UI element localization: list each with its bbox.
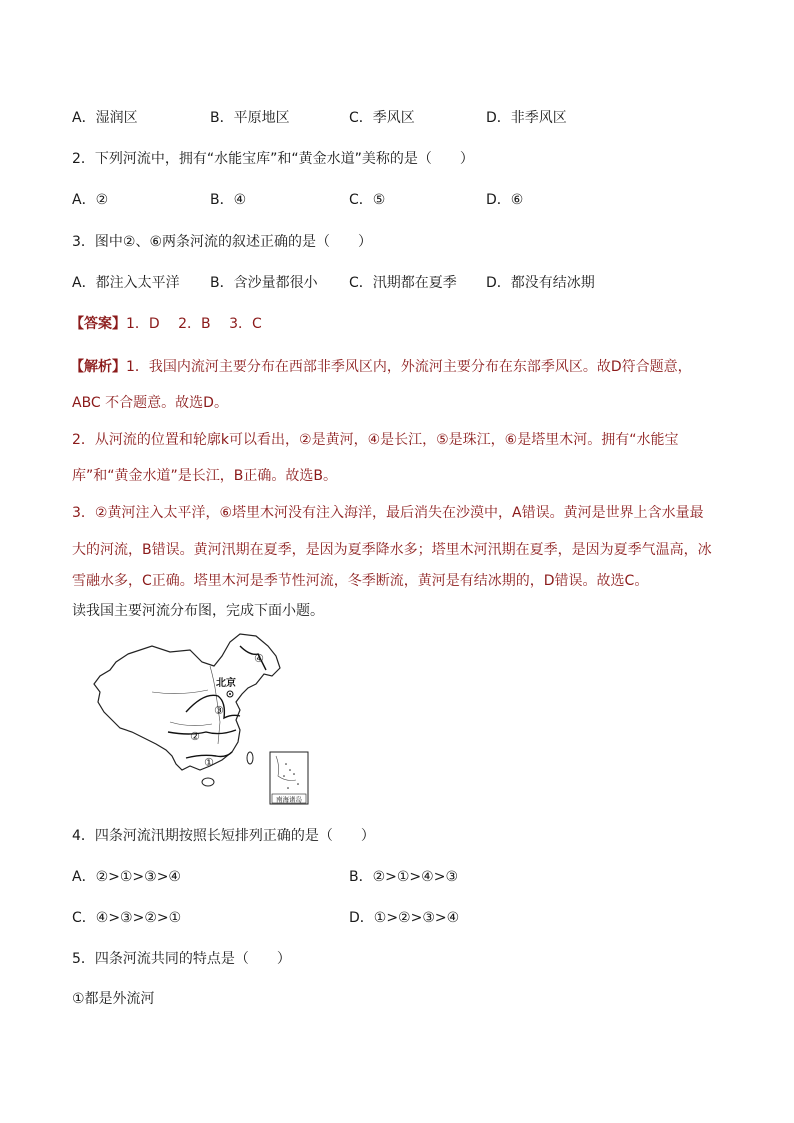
taiwan-island bbox=[247, 752, 253, 764]
q2-option-d: D．⑥ bbox=[486, 192, 524, 208]
q2-option-b: B．④ bbox=[210, 192, 247, 208]
beijing-label: 北京 bbox=[216, 678, 236, 689]
q1-option-c: C．季风区 bbox=[349, 110, 415, 126]
q5-stem: 5．四条河流共同的特点是（ ） bbox=[72, 951, 291, 967]
analysis-text-1: 1．我国内流河主要分布在西部非季风区内，外流河主要分布在东部季风区。故D符合题意， bbox=[126, 359, 692, 375]
analysis-line-1 bbox=[70, 357, 692, 377]
analysis-line-5: 3．②黄河注入太平洋，⑥塔里木河没有注入海洋，最后消失在沙漠中，A错误。黄河是世界上含水量最 bbox=[72, 505, 704, 521]
q2-option-c: C．⑤ bbox=[349, 192, 386, 208]
china-river-map bbox=[90, 632, 312, 808]
q4-stem: 4．四条河流汛期按照长短排列正确的是（ ） bbox=[72, 828, 375, 844]
analysis-line-2: ABC 不合题意。故选D。 bbox=[72, 395, 228, 411]
q1-option-b: B．平原地区 bbox=[210, 110, 290, 126]
inset-label: 南海诸岛 bbox=[276, 795, 302, 804]
analysis-label: 【解析】 bbox=[70, 359, 126, 375]
analysis-line-7: 雪融水多，C正确。塔里木河是季节性河流，冬季断流，黄河是有结冰期的，D错误。故选C。 bbox=[72, 573, 649, 589]
q3-option-d: D．都没有结冰期 bbox=[486, 275, 595, 291]
q1-option-d: D．非季风区 bbox=[486, 110, 567, 126]
q3-option-c: C．汛期都在夏季 bbox=[349, 275, 457, 291]
q2-stem: 2．下列河流中，拥有“水能宝库”和“黄金水道”美称的是（ ） bbox=[72, 151, 474, 167]
analysis-line-3: 2．从河流的位置和轮廓k可以看出，②是黄河，④是长江，⑤是珠江，⑥是塔里木河。拥有“水能宝 bbox=[72, 432, 679, 448]
q2-option-a: A．② bbox=[72, 192, 109, 208]
answer-line bbox=[70, 314, 262, 334]
q3-option-b: B．含沙量都很小 bbox=[210, 275, 318, 291]
hainan-island bbox=[202, 778, 214, 786]
q4-option-c: C．④>③>②>① bbox=[72, 910, 182, 926]
river-3 bbox=[186, 695, 240, 718]
answer-text: 1．D 2．B 3．C bbox=[126, 316, 262, 332]
marker-1: ① bbox=[204, 756, 214, 769]
q4-option-d: D．①>②>③>④ bbox=[349, 910, 460, 926]
river-2 bbox=[168, 730, 236, 734]
q4-option-a: A．②>①>③>④ bbox=[72, 869, 181, 885]
q5-item-1: ①都是外流河 bbox=[72, 991, 155, 1007]
marker-3: ③ bbox=[214, 704, 224, 717]
answer-label: 【答案】 bbox=[70, 316, 126, 332]
q3-stem: 3．图中②、⑥两条河流的叙述正确的是（ ） bbox=[72, 234, 373, 250]
analysis-line-6: 大的河流，B错误。黄河汛期在夏季，是因为夏季降水多；塔里木河汛期在夏季，是因为夏季气温高，冰 bbox=[72, 542, 712, 558]
marker-4: ④ bbox=[254, 652, 264, 665]
q1-option-a: A．湿润区 bbox=[72, 110, 138, 126]
analysis-line-4: 库”和“黄金水道”是长江，B正确。故选B。 bbox=[72, 468, 337, 484]
map-intro: 读我国主要河流分布图，完成下面小题。 bbox=[72, 603, 324, 619]
q4-option-b: B．②>①>④>③ bbox=[349, 869, 458, 885]
q3-option-a: A．都注入太平洋 bbox=[72, 275, 180, 291]
marker-2: ② bbox=[190, 730, 200, 743]
